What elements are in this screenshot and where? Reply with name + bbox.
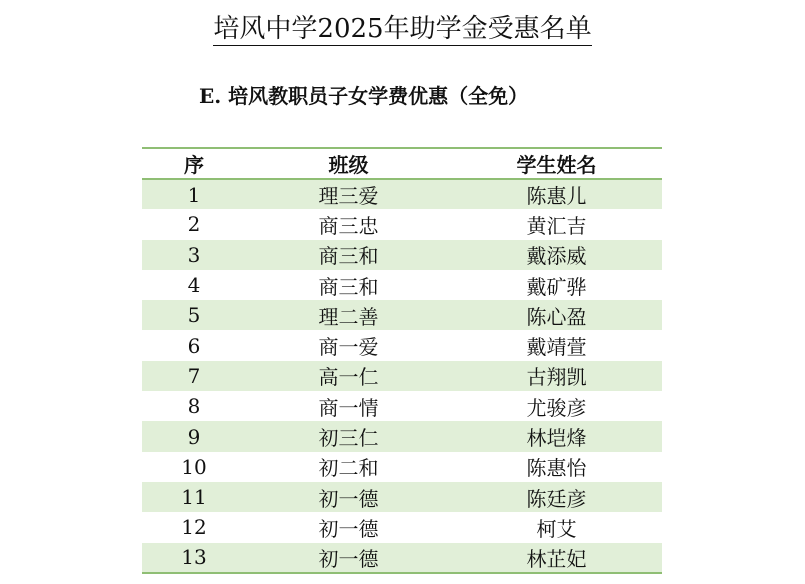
cell-number: 1 (187, 182, 201, 207)
cell-number: 2 (187, 212, 201, 237)
header-student-name: 学生姓名 (516, 153, 597, 177)
table-row (142, 421, 662, 451)
cell-student-name: 陈惠儿 (526, 184, 587, 209)
cell-class: 理三爱 (318, 184, 379, 209)
cell-student-name: 柯艾 (536, 516, 577, 541)
cell-student-name: 陈廷彦 (526, 486, 587, 511)
cell-class: 初三仁 (318, 426, 379, 451)
table-row (142, 270, 662, 300)
cell-student-name: 林芷妃 (526, 546, 587, 571)
cell-number: 7 (187, 363, 201, 388)
header-class: 班级 (328, 153, 369, 177)
table-row (142, 512, 662, 542)
table-row (142, 330, 662, 360)
table-row (142, 452, 662, 482)
cell-class: 初一德 (318, 546, 379, 571)
cell-student-name: 陈惠怡 (526, 456, 587, 481)
cell-student-name: 黄汇吉 (526, 213, 587, 238)
page-title (0, 12, 805, 46)
table-row (142, 209, 662, 239)
table-row (142, 543, 662, 573)
beneficiary-table-container (142, 147, 662, 574)
cell-class: 高一仁 (318, 365, 379, 390)
cell-student-name: 戴矿骅 (526, 274, 587, 299)
cell-student-name: 戴添威 (526, 244, 587, 269)
cell-class: 初一德 (318, 516, 379, 541)
beneficiary-table (142, 147, 662, 574)
cell-class: 初二和 (318, 456, 379, 481)
cell-number: 6 (187, 333, 201, 358)
header-number: 序 (184, 153, 204, 177)
cell-number: 10 (181, 454, 207, 479)
cell-student-name: 林垲烽 (526, 426, 587, 451)
cell-number: 13 (181, 545, 207, 570)
cell-number: 11 (181, 485, 207, 510)
table-row (142, 482, 662, 512)
cell-number: 3 (187, 242, 201, 267)
cell-student-name: 尤骏彦 (526, 395, 587, 420)
cell-class: 初一德 (318, 486, 379, 511)
cell-student-name: 古翔凯 (526, 365, 587, 390)
cell-class: 商三和 (318, 274, 379, 299)
cell-student-name: 戴靖萱 (526, 335, 587, 360)
table-row (142, 179, 662, 209)
section-title: E. 培风教职员子女学费优惠（全免） (199, 84, 529, 108)
cell-class: 商一情 (318, 395, 379, 420)
table-row (142, 361, 662, 391)
cell-student-name: 陈心盈 (526, 304, 587, 329)
cell-number: 12 (181, 515, 207, 540)
table-row (142, 391, 662, 421)
table-row (142, 240, 662, 270)
table-header (142, 148, 662, 179)
cell-number: 8 (187, 394, 201, 419)
header-row (142, 148, 662, 179)
cell-class: 理二善 (318, 304, 379, 329)
page-title-text: 培风中学2025年助学金受惠名单 (213, 14, 592, 44)
table-row (142, 300, 662, 330)
cell-class: 商一爱 (318, 335, 379, 360)
cell-number: 4 (187, 273, 201, 298)
cell-number: 5 (187, 303, 201, 328)
cell-number: 9 (187, 424, 201, 449)
cell-class: 商三和 (318, 244, 379, 269)
table-body (142, 179, 662, 573)
cell-class: 商三忠 (318, 213, 379, 238)
